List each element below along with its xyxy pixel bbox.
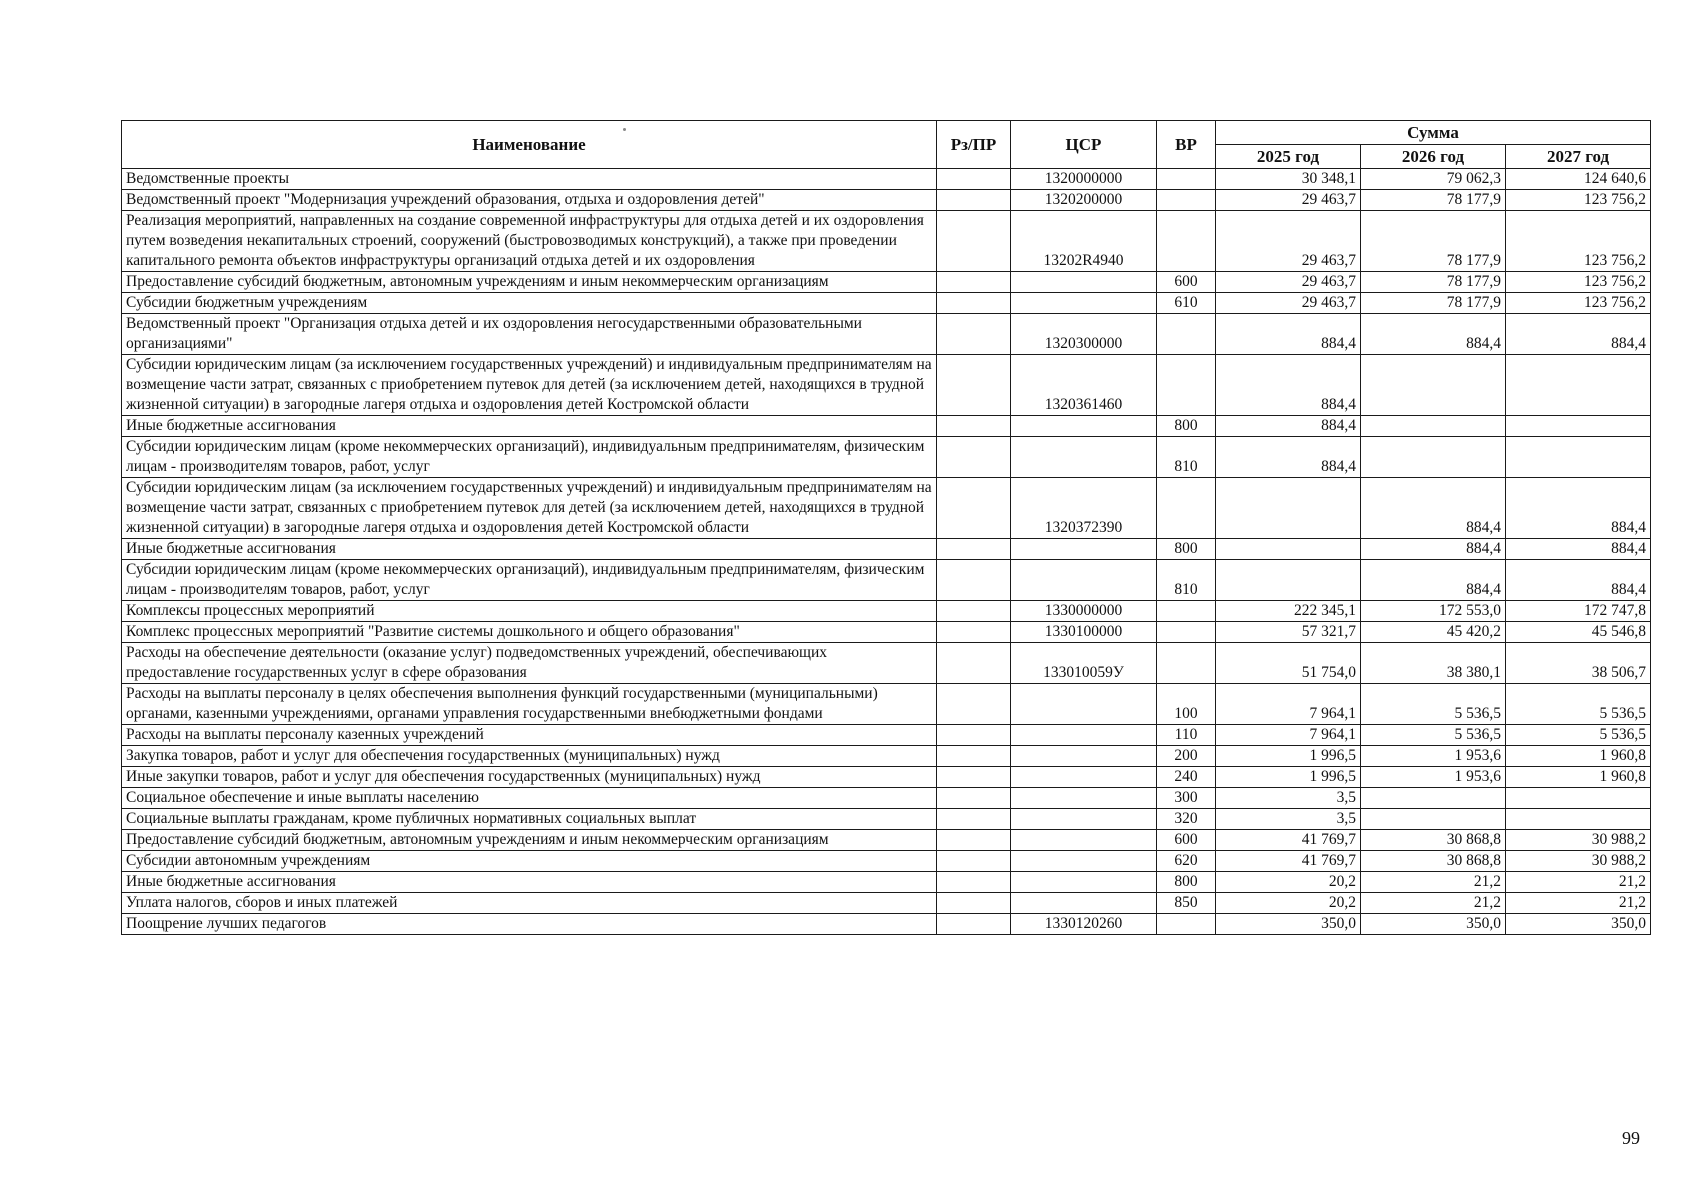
row-2026: 1 953,6 <box>1361 746 1506 767</box>
row-name: Комплекс процессных мероприятий "Развитие системы дошкольного и общего образования" <box>122 622 937 643</box>
row-name: Ведомственный проект "Модернизация учреждений образования, отдыха и оздоровления детей" <box>122 190 937 211</box>
row-vr: 810 <box>1157 437 1216 478</box>
row-name: Иные бюджетные ассигнования <box>122 539 937 560</box>
row-2026: 172 553,0 <box>1361 601 1506 622</box>
row-rz-pr <box>937 478 1011 539</box>
row-2025 <box>1216 478 1361 539</box>
row-2025: 29 463,7 <box>1216 293 1361 314</box>
row-csr <box>1011 746 1157 767</box>
row-rz-pr <box>937 684 1011 725</box>
row-2025 <box>1216 539 1361 560</box>
row-csr: 1330000000 <box>1011 601 1157 622</box>
row-vr <box>1157 478 1216 539</box>
row-2026: 884,4 <box>1361 314 1506 355</box>
table-row <box>122 893 1651 914</box>
row-rz-pr <box>937 809 1011 830</box>
header-sum: Сумма <box>1216 121 1651 145</box>
row-2025: 3,5 <box>1216 809 1361 830</box>
row-rz-pr <box>937 725 1011 746</box>
row-2027: 5 536,5 <box>1506 725 1651 746</box>
row-vr: 800 <box>1157 872 1216 893</box>
row-rz-pr <box>937 190 1011 211</box>
row-csr: 13202R4940 <box>1011 211 1157 272</box>
header-csr: ЦСР <box>1011 121 1157 169</box>
row-name: Реализация мероприятий, направленных на создание современной инфраструктуры для отдыха детей и их оздоровления путем возведения некапитальных строений, сооружений (быстровозводимых конструкций), а также при проведении капитального ремонта объектов инфраструктуры организаций отдыха детей и их оздоровления <box>122 211 937 272</box>
row-2027: 884,4 <box>1506 314 1651 355</box>
table-row <box>122 601 1651 622</box>
row-rz-pr <box>937 272 1011 293</box>
row-2027: 172 747,8 <box>1506 601 1651 622</box>
row-name: Субсидии юридическим лицам (за исключением государственных учреждений) и индивидуальным предпринимателям на возмещение части затрат, связанных с приобретением путевок для детей (за исключением детей, находящихся в трудной жизненной ситуации) в загородные лагеря отдыха и оздоровления детей Костромской области <box>122 478 937 539</box>
row-2027: 45 546,8 <box>1506 622 1651 643</box>
row-rz-pr <box>937 293 1011 314</box>
table-row <box>122 684 1651 725</box>
row-vr <box>1157 314 1216 355</box>
row-2025: 51 754,0 <box>1216 643 1361 684</box>
row-csr <box>1011 272 1157 293</box>
row-name: Социальные выплаты гражданам, кроме публичных нормативных социальных выплат <box>122 809 937 830</box>
table-row <box>122 872 1651 893</box>
row-name: Ведомственный проект "Организация отдыха детей и их оздоровления негосударственными образовательными организациями" <box>122 314 937 355</box>
row-vr: 620 <box>1157 851 1216 872</box>
row-2027: 124 640,6 <box>1506 169 1651 190</box>
row-rz-pr <box>937 788 1011 809</box>
row-2027: 350,0 <box>1506 914 1651 935</box>
row-2026 <box>1361 437 1506 478</box>
row-2026: 45 420,2 <box>1361 622 1506 643</box>
row-csr <box>1011 809 1157 830</box>
row-2026: 884,4 <box>1361 539 1506 560</box>
row-csr: 1320200000 <box>1011 190 1157 211</box>
row-vr: 800 <box>1157 539 1216 560</box>
row-2026: 78 177,9 <box>1361 272 1506 293</box>
header-vr: ВР <box>1157 121 1216 169</box>
row-csr: 133010059У <box>1011 643 1157 684</box>
row-2026: 21,2 <box>1361 893 1506 914</box>
row-2026: 78 177,9 <box>1361 293 1506 314</box>
row-2027: 5 536,5 <box>1506 684 1651 725</box>
row-vr: 240 <box>1157 767 1216 788</box>
row-name: Субсидии бюджетным учреждениям <box>122 293 937 314</box>
table-row <box>122 809 1651 830</box>
row-2025: 1 996,5 <box>1216 746 1361 767</box>
row-2027: 884,4 <box>1506 478 1651 539</box>
row-name: Субсидии юридическим лицам (кроме некоммерческих организаций), индивидуальным предпринимателям, физическим лицам - производителям товаров, работ, услуг <box>122 560 937 601</box>
row-2025: 20,2 <box>1216 872 1361 893</box>
row-vr <box>1157 622 1216 643</box>
row-rz-pr <box>937 893 1011 914</box>
row-2027: 30 988,2 <box>1506 851 1651 872</box>
row-csr: 1320000000 <box>1011 169 1157 190</box>
table-row <box>122 560 1651 601</box>
row-2027: 1 960,8 <box>1506 767 1651 788</box>
row-2025: 29 463,7 <box>1216 190 1361 211</box>
header-rz-pr: Рз/ПР <box>937 121 1011 169</box>
row-rz-pr <box>937 539 1011 560</box>
table-row <box>122 622 1651 643</box>
row-2027 <box>1506 355 1651 416</box>
row-csr: 1330120260 <box>1011 914 1157 935</box>
row-2026 <box>1361 355 1506 416</box>
row-csr <box>1011 560 1157 601</box>
row-name: Закупка товаров, работ и услуг для обеспечения государственных (муниципальных) нужд <box>122 746 937 767</box>
header-2026: 2026 год <box>1361 145 1506 169</box>
row-csr <box>1011 684 1157 725</box>
row-2027: 123 756,2 <box>1506 293 1651 314</box>
table-row <box>122 169 1651 190</box>
table-row <box>122 725 1651 746</box>
table-row <box>122 746 1651 767</box>
row-2027: 30 988,2 <box>1506 830 1651 851</box>
row-2027 <box>1506 437 1651 478</box>
row-name: Иные бюджетные ассигнования <box>122 416 937 437</box>
row-csr <box>1011 725 1157 746</box>
row-name: Социальное обеспечение и иные выплаты населению <box>122 788 937 809</box>
row-2026: 79 062,3 <box>1361 169 1506 190</box>
row-csr <box>1011 893 1157 914</box>
row-vr: 600 <box>1157 272 1216 293</box>
row-2025: 884,4 <box>1216 416 1361 437</box>
row-csr <box>1011 539 1157 560</box>
row-rz-pr <box>937 746 1011 767</box>
row-2026: 30 868,8 <box>1361 830 1506 851</box>
table-row <box>122 437 1651 478</box>
table-row <box>122 830 1651 851</box>
row-2025: 29 463,7 <box>1216 272 1361 293</box>
row-vr: 610 <box>1157 293 1216 314</box>
row-rz-pr <box>937 872 1011 893</box>
row-vr <box>1157 355 1216 416</box>
budget-table <box>121 120 1651 935</box>
row-2025 <box>1216 560 1361 601</box>
table-row <box>122 272 1651 293</box>
table-row <box>122 355 1651 416</box>
row-vr <box>1157 914 1216 935</box>
row-2027: 884,4 <box>1506 560 1651 601</box>
table-row <box>122 190 1651 211</box>
table-row <box>122 539 1651 560</box>
row-2026 <box>1361 809 1506 830</box>
row-2025: 884,4 <box>1216 437 1361 478</box>
table-row <box>122 478 1651 539</box>
row-csr <box>1011 788 1157 809</box>
row-csr <box>1011 437 1157 478</box>
table-body <box>122 169 1651 935</box>
table-row <box>122 851 1651 872</box>
row-rz-pr <box>937 169 1011 190</box>
row-rz-pr <box>937 314 1011 355</box>
row-rz-pr <box>937 355 1011 416</box>
row-2026: 5 536,5 <box>1361 684 1506 725</box>
row-2027 <box>1506 809 1651 830</box>
row-2027: 21,2 <box>1506 872 1651 893</box>
row-name: Уплата налогов, сборов и иных платежей <box>122 893 937 914</box>
row-2025: 1 996,5 <box>1216 767 1361 788</box>
row-rz-pr <box>937 416 1011 437</box>
row-2025: 29 463,7 <box>1216 211 1361 272</box>
row-rz-pr <box>937 622 1011 643</box>
row-2026: 350,0 <box>1361 914 1506 935</box>
row-2027: 123 756,2 <box>1506 211 1651 272</box>
row-name: Расходы на обеспечение деятельности (оказание услуг) подведомственных учреждений, обеспечивающих предоставление государственных услуг в сфере образования <box>122 643 937 684</box>
row-2026 <box>1361 788 1506 809</box>
row-2026: 884,4 <box>1361 478 1506 539</box>
row-rz-pr <box>937 914 1011 935</box>
table-row <box>122 914 1651 935</box>
row-name: Субсидии автономным учреждениям <box>122 851 937 872</box>
row-2026: 30 868,8 <box>1361 851 1506 872</box>
row-vr: 300 <box>1157 788 1216 809</box>
row-name: Субсидии юридическим лицам (за исключением государственных учреждений) и индивидуальным предпринимателям на возмещение части затрат, связанных с приобретением путевок для детей (за исключением детей, находящихся в трудной жизненной ситуации) в загородные лагеря отдыха и оздоровления детей Костромской области <box>122 355 937 416</box>
row-vr: 810 <box>1157 560 1216 601</box>
row-2026: 1 953,6 <box>1361 767 1506 788</box>
row-2025: 41 769,7 <box>1216 851 1361 872</box>
row-vr: 850 <box>1157 893 1216 914</box>
row-2025: 20,2 <box>1216 893 1361 914</box>
row-name: Иные бюджетные ассигнования <box>122 872 937 893</box>
row-2027 <box>1506 416 1651 437</box>
row-vr: 320 <box>1157 809 1216 830</box>
row-csr: 1320361460 <box>1011 355 1157 416</box>
row-2027: 1 960,8 <box>1506 746 1651 767</box>
row-rz-pr <box>937 601 1011 622</box>
row-name: Субсидии юридическим лицам (кроме некоммерческих организаций), индивидуальным предпринимателям, физическим лицам - производителям товаров, работ, услуг <box>122 437 937 478</box>
table-row <box>122 416 1651 437</box>
row-2027: 38 506,7 <box>1506 643 1651 684</box>
row-2026: 5 536,5 <box>1361 725 1506 746</box>
header-name: Наименование <box>122 121 937 169</box>
row-rz-pr <box>937 767 1011 788</box>
table-row <box>122 788 1651 809</box>
row-csr <box>1011 767 1157 788</box>
row-vr <box>1157 643 1216 684</box>
row-vr <box>1157 211 1216 272</box>
row-csr <box>1011 830 1157 851</box>
row-csr <box>1011 872 1157 893</box>
row-vr <box>1157 190 1216 211</box>
row-2026: 78 177,9 <box>1361 211 1506 272</box>
row-2025: 7 964,1 <box>1216 684 1361 725</box>
row-name: Расходы на выплаты персоналу казенных учреждений <box>122 725 937 746</box>
row-2025: 884,4 <box>1216 314 1361 355</box>
row-vr: 800 <box>1157 416 1216 437</box>
row-csr: 1320372390 <box>1011 478 1157 539</box>
row-2025: 30 348,1 <box>1216 169 1361 190</box>
row-name: Поощрение лучших педагогов <box>122 914 937 935</box>
row-2026: 38 380,1 <box>1361 643 1506 684</box>
row-2026: 21,2 <box>1361 872 1506 893</box>
row-rz-pr <box>937 830 1011 851</box>
row-name: Иные закупки товаров, работ и услуг для обеспечения государственных (муниципальных) нужд <box>122 767 937 788</box>
row-vr: 110 <box>1157 725 1216 746</box>
row-2027: 123 756,2 <box>1506 272 1651 293</box>
row-2026: 78 177,9 <box>1361 190 1506 211</box>
row-2027: 884,4 <box>1506 539 1651 560</box>
row-2025: 3,5 <box>1216 788 1361 809</box>
row-vr <box>1157 169 1216 190</box>
row-vr: 600 <box>1157 830 1216 851</box>
row-name: Предоставление субсидий бюджетным, автономным учреждениям и иным некоммерческим организациям <box>122 272 937 293</box>
row-csr: 1320300000 <box>1011 314 1157 355</box>
row-rz-pr <box>937 851 1011 872</box>
row-rz-pr <box>937 643 1011 684</box>
row-csr: 1330100000 <box>1011 622 1157 643</box>
table-row <box>122 211 1651 272</box>
row-name: Расходы на выплаты персоналу в целях обеспечения выполнения функций государственными (муниципальными) органами, казенными учреждениями, органами управления государственными внебюджетными фондами <box>122 684 937 725</box>
row-rz-pr <box>937 437 1011 478</box>
row-rz-pr <box>937 211 1011 272</box>
table-row <box>122 643 1651 684</box>
row-vr <box>1157 601 1216 622</box>
row-2026: 884,4 <box>1361 560 1506 601</box>
row-2025: 884,4 <box>1216 355 1361 416</box>
page-number: 99 <box>1622 1128 1640 1148</box>
row-vr: 100 <box>1157 684 1216 725</box>
row-vr: 200 <box>1157 746 1216 767</box>
row-2025: 41 769,7 <box>1216 830 1361 851</box>
row-2027: 123 756,2 <box>1506 190 1651 211</box>
row-2027 <box>1506 788 1651 809</box>
row-name: Ведомственные проекты <box>122 169 937 190</box>
row-2025: 222 345,1 <box>1216 601 1361 622</box>
row-name: Предоставление субсидий бюджетным, автономным учреждениям и иным некоммерческим организациям <box>122 830 937 851</box>
row-csr <box>1011 851 1157 872</box>
header-2025: 2025 год <box>1216 145 1361 169</box>
row-rz-pr <box>937 560 1011 601</box>
row-2025: 7 964,1 <box>1216 725 1361 746</box>
row-2025: 57 321,7 <box>1216 622 1361 643</box>
row-2026 <box>1361 416 1506 437</box>
table-row <box>122 293 1651 314</box>
table-row <box>122 314 1651 355</box>
row-csr <box>1011 293 1157 314</box>
row-csr <box>1011 416 1157 437</box>
header-2027: 2027 год <box>1506 145 1651 169</box>
table-row <box>122 767 1651 788</box>
row-name: Комплексы процессных мероприятий <box>122 601 937 622</box>
row-2027: 21,2 <box>1506 893 1651 914</box>
row-2025: 350,0 <box>1216 914 1361 935</box>
